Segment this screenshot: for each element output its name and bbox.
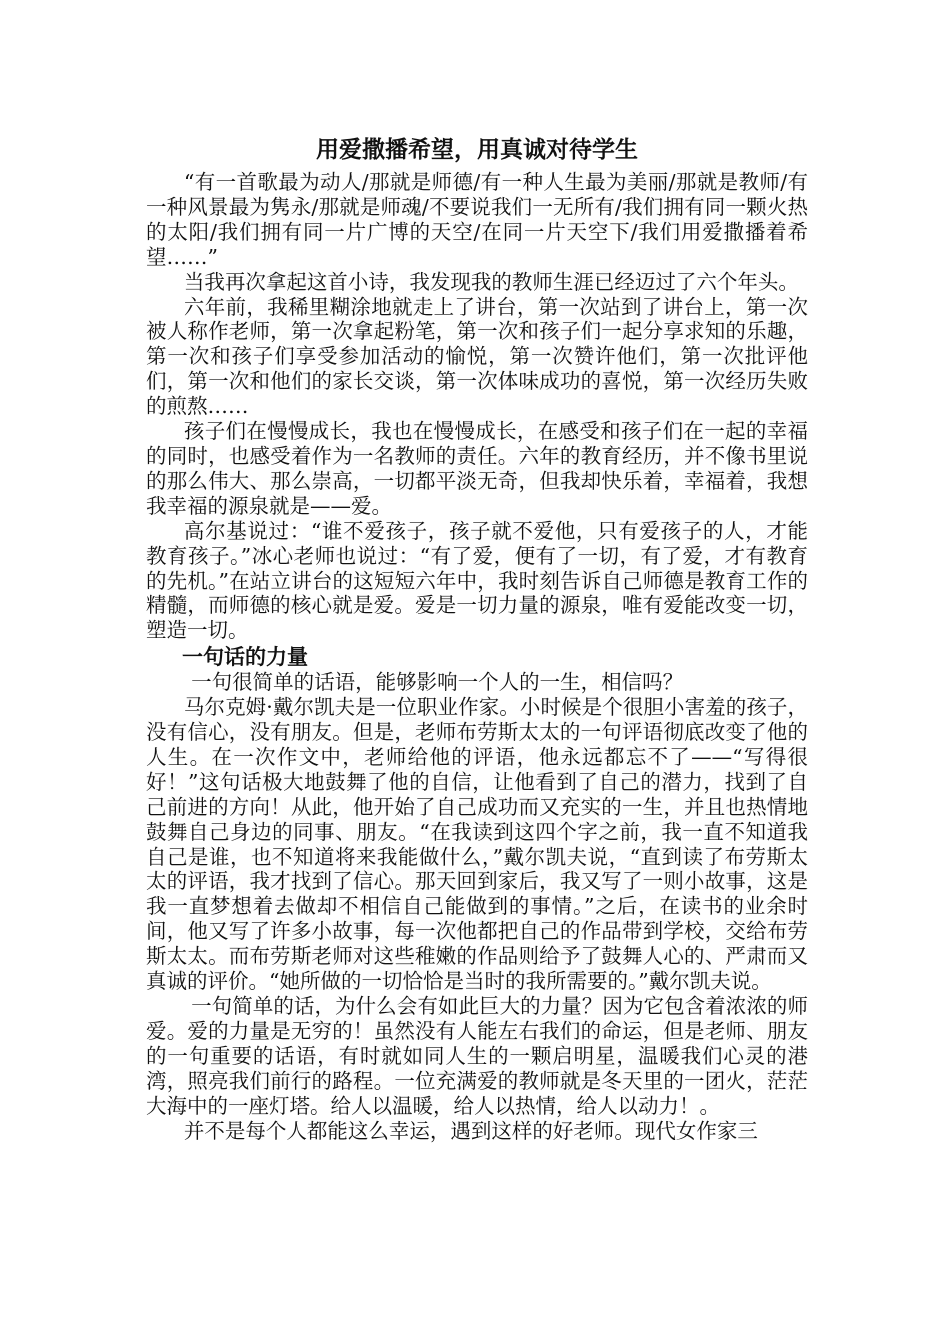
body-paragraph: 孩子们在慢慢成长，我也在慢慢成长，在感受和孩子们在一起的幸福的同时，也感受着作为一名教师的责任。六年的教育经历，并不像书里说的那么伟大、那么崇高，一切都平淡无奇，但我却快乐着，幸福着，我想我幸福的源泉就是——爱。	[146, 419, 808, 518]
document-title: 用爱撒播希望，用真诚对待学生	[316, 137, 638, 163]
body-paragraph: 一句很简单的话语，能够影响一个人的一生，相信吗？	[191, 670, 684, 695]
body-paragraph: 高尔基说过：“谁不爱孩子，孩子就不爱他，只有爱孩子的人，才能教育孩子。”冰心老师也说过：“有了爱，便有了一切，有了爱，才有教育的先机。”在站立讲台的这短短六年中，我时刻告诉自己师德是教育工作的精髓，而师德的核心就是爱。爱是一切力量的源泉，唯有爱能改变一切，塑造一切。	[146, 518, 808, 643]
body-paragraph: 马尔克姆·戴尔凯夫是一位职业作家。小时候是个很胆小害羞的孩子，没有信心，没有朋友。但是，老师布劳斯太太的一句评语彻底改变了他的人生。在一次作文中，老师给他的评语，他永远都忘不了——“写得很好！”这句话极大地鼓舞了他的自信，让他看到了自己的潜力，找到了自己前进的方向！从此，他开始了自己成功而又充实的一生，并且也热情地鼓舞自己身边的同事、朋友。“在我读到这四个字之前，我一直不知道我自己是谁，也不知道将来我能做什么，”戴尔凯夫说，“直到读了布劳斯太太的评语，我才找到了信心。那天回到家后，我又写了一则小故事，这是我一直梦想着去做却不相信自己能做到的事情。”之后，在读书的业余时间，他又写了许多小故事，每一次他都把自己的作品带到学校，交给布劳斯太太。而布劳斯老师对这些稚嫩的作品则给予了鼓舞人心的、严肃而又真诚的评价。“她所做的一切恰恰是当时的我所需要的。”戴尔凯夫说。	[146, 695, 808, 994]
section-heading: 一句话的力量	[182, 645, 308, 670]
body-paragraph: 六年前，我稀里糊涂地就走上了讲台，第一次站到了讲台上，第一次被人称作老师，第一次拿起粉笔，第一次和孩子们一起分享求知的乐趣，第一次和孩子们享受参加活动的愉悦，第一次赞许他们，第一次批评他们，第一次和他们的家长交谈，第一次体味成功的喜悦，第一次经历失败的煎熬……	[146, 294, 808, 419]
body-paragraph: 当我再次拿起这首小诗，我发现我的教师生涯已经迈过了六个年头。	[183, 269, 799, 294]
document-page	[146, 130, 808, 1143]
body-paragraph: 并不是每个人都能这么幸运，遇到这样的好老师。现代女作家三	[183, 1118, 758, 1143]
body-paragraph: 一句简单的话，为什么会有如此巨大的力量？因为它包含着浓浓的师爱。爱的力量是无穷的！虽然没有人能左右我们的命运，但是老师、朋友的一句重要的话语，有时就如同人生的一颗启明星，温暖我们心灵的港湾，照亮我们前行的路程。一位充满爱的教师就是冬天里的一团火，茫茫大海中的一座灯塔。给人以温暖，给人以热情，给人以动力！。	[146, 994, 808, 1118]
poem-paragraph: “有一首歌最为动人/那就是师德/有一种人生最为美丽/那就是教师/有一种风景最为隽永/那就是师魂/不要说我们一无所有/我们拥有同一颗火热的太阳/我们拥有同一片广博的天空/在同一片天空下/我们用爱撒播着希望……”	[146, 170, 808, 269]
